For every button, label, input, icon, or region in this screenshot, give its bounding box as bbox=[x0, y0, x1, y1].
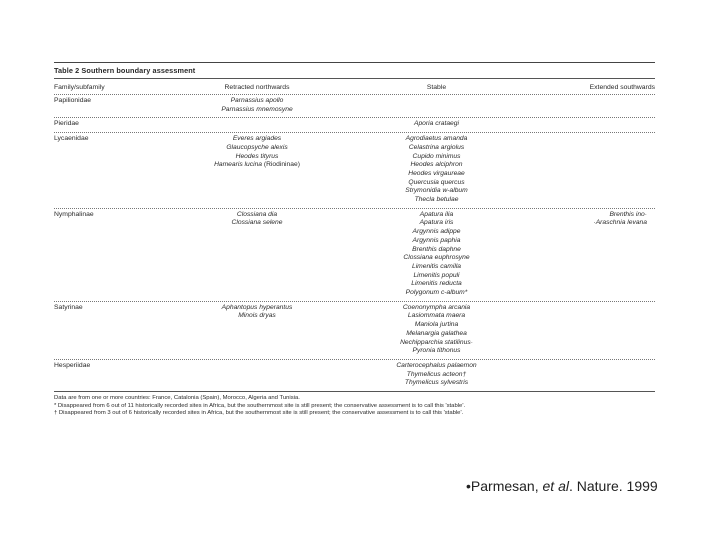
table-row bbox=[54, 360, 655, 391]
table-row bbox=[54, 95, 655, 117]
species-name: Pyronia tithonus bbox=[412, 347, 461, 355]
species-name: Aphantopus hyperantus bbox=[221, 303, 293, 311]
species-name: Thymelicus acteon† bbox=[406, 370, 467, 378]
species-name: Minois dryas bbox=[238, 312, 276, 320]
retracted-cell bbox=[184, 304, 330, 356]
retracted-cell bbox=[184, 97, 330, 114]
species-name: Carterocephalus palaemon bbox=[396, 361, 477, 369]
species-name: Lasiommata maera bbox=[407, 312, 466, 320]
footnote-data: Data are from one or more countries: France, Catalonia (Spain), Morocco, Algeria and Tunisia. bbox=[54, 395, 300, 402]
species-name: Argynnis adippe bbox=[412, 228, 461, 236]
retracted-cell bbox=[184, 211, 330, 298]
species-name: Apatura ilia bbox=[419, 210, 454, 218]
stable-cell bbox=[330, 304, 543, 356]
table-row bbox=[54, 118, 655, 132]
stable-cell bbox=[330, 135, 543, 205]
stable-cell bbox=[330, 120, 543, 129]
header-retracted: Retracted northwards bbox=[224, 83, 290, 91]
table-header-row bbox=[54, 79, 655, 94]
header-family: Family/subfamily bbox=[54, 83, 105, 91]
extended-cell bbox=[543, 135, 655, 205]
footnote-dagger: † Disappeared from 3 out of 6 historically recorded sites in Africa, but the southernmost site is still present; the conservative assessment is to call this 'stable'. bbox=[54, 410, 464, 417]
extended-cell bbox=[543, 304, 655, 356]
retracted-cell bbox=[184, 120, 330, 129]
species-name: Brenthis daphne bbox=[412, 245, 461, 253]
species-name: Clossiana dia bbox=[236, 210, 278, 218]
species-name: Thymelicus sylvestris bbox=[404, 379, 469, 387]
species-name: Strymonidia w-album bbox=[405, 187, 468, 195]
species-name: Clossiana selene bbox=[231, 219, 283, 227]
footnotes bbox=[54, 392, 655, 418]
species-name: Apatura iris bbox=[419, 219, 454, 227]
table-row bbox=[54, 209, 655, 301]
header-stable: Stable bbox=[426, 83, 447, 91]
family-cell: Lycaenidae bbox=[54, 135, 89, 143]
species-name: Parnassius apollo bbox=[230, 97, 284, 104]
species-name: Celastrina argiolus bbox=[408, 143, 465, 151]
header-extended: Extended southwards bbox=[589, 83, 655, 91]
species-name: Polygonum c-album* bbox=[405, 289, 468, 297]
species-name: Limenitis reducta bbox=[411, 280, 462, 288]
species-name: Aporia crataegi bbox=[414, 120, 459, 128]
species-name bbox=[184, 161, 330, 170]
family-cell: Nymphalinae bbox=[54, 210, 94, 218]
species-name: Heodes alciphron bbox=[410, 161, 463, 169]
extended-cell bbox=[543, 97, 655, 114]
table-row bbox=[54, 133, 655, 208]
subfamily-note: (Riodininae) bbox=[262, 161, 300, 169]
species-name: Everes argiades bbox=[232, 135, 282, 143]
citation-suffix: . Nature. 1999 bbox=[568, 478, 658, 494]
family-cell: Pieridae bbox=[54, 120, 79, 128]
citation-etal: et al bbox=[542, 478, 569, 494]
species-name: Argynnis paphia bbox=[412, 236, 461, 244]
family-cell: Hesperiidae bbox=[54, 361, 91, 369]
retracted-cell bbox=[184, 362, 330, 388]
species-name: Glaucopsyche alexis bbox=[226, 143, 288, 151]
species-name: Agrodiaetus amanda bbox=[405, 135, 468, 143]
stable-cell bbox=[330, 362, 543, 388]
extended-cell bbox=[543, 211, 655, 298]
stable-cell bbox=[330, 97, 543, 114]
species-name: Parnassius mnemosyne bbox=[221, 105, 293, 113]
species-name: Thecla betulae bbox=[414, 196, 459, 204]
species-name: Clossiana euphrosyne bbox=[403, 254, 470, 262]
citation-prefix: •Parmesan, bbox=[466, 478, 543, 494]
footnote-asterisk: * Disappeared from 6 out of 11 historically recorded sites in Africa, but the southernmost site is still present; the conservative assessment is to call this 'stable'. bbox=[54, 402, 466, 409]
species-name: Heodes virgaureae bbox=[408, 169, 465, 177]
species-name: Brenthis ino· bbox=[609, 210, 647, 218]
species-italic: Hamearis lucina bbox=[214, 161, 263, 169]
species-name: Heodes tityrus bbox=[235, 152, 279, 160]
boundary-table bbox=[54, 62, 655, 418]
species-name: Limenitis camilla bbox=[411, 262, 462, 270]
extended-cell bbox=[543, 362, 655, 388]
species-name: ·Araschnia levana bbox=[593, 219, 647, 227]
species-name: Quercusia quercus bbox=[408, 178, 465, 186]
species-name: Maniola jurtina bbox=[414, 321, 459, 329]
species-name: Nechipparchia statilinus· bbox=[400, 338, 473, 346]
citation bbox=[466, 478, 658, 494]
table-title: Table 2 Southern boundary assessment bbox=[54, 66, 196, 75]
family-cell: Papilionidae bbox=[54, 97, 92, 104]
table-row bbox=[54, 302, 655, 359]
species-name: Melanargia galathea bbox=[406, 329, 467, 337]
stable-cell bbox=[330, 211, 543, 298]
retracted-cell bbox=[184, 135, 330, 205]
species-name: Limenitis populi bbox=[413, 271, 460, 279]
family-cell: Satyrinae bbox=[54, 303, 83, 311]
table-body bbox=[54, 95, 655, 391]
species-name: Coenonympha arcania bbox=[402, 303, 471, 311]
extended-cell bbox=[543, 120, 655, 129]
species-name: Cupido minimus bbox=[412, 152, 461, 160]
